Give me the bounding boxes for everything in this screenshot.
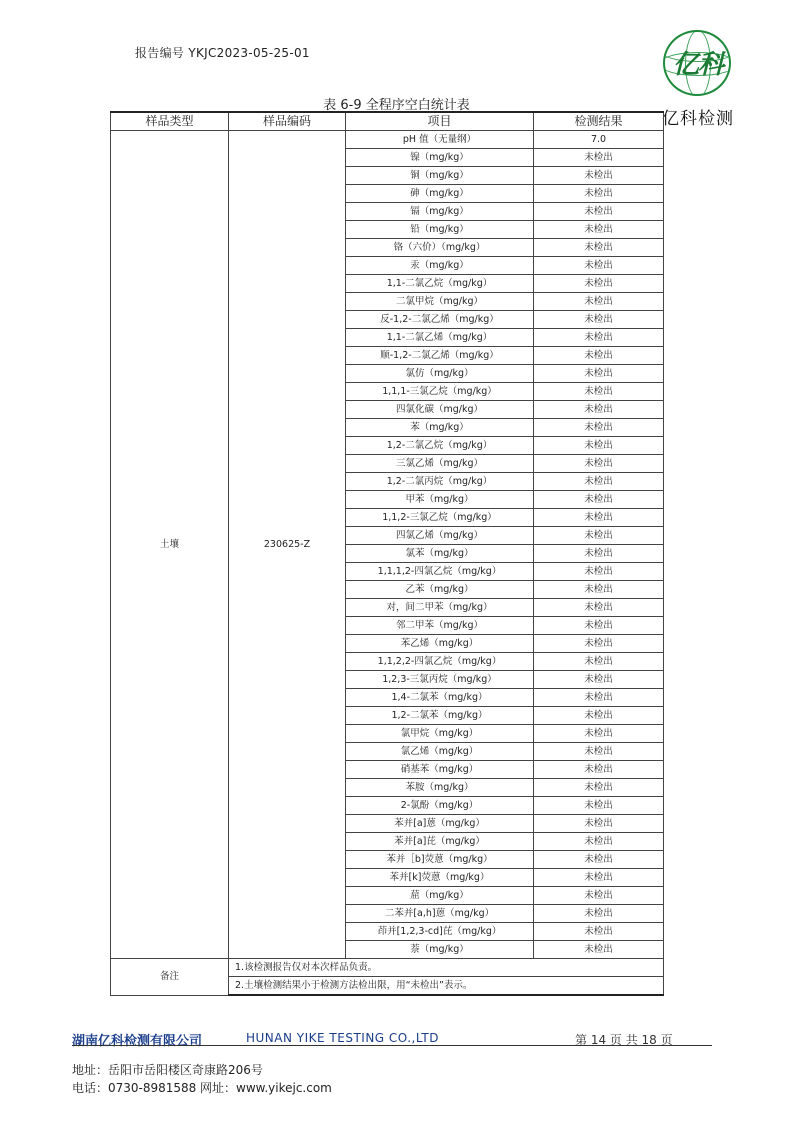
item-cell: 苯并[a]蒽（mg/kg） <box>346 815 534 833</box>
result-cell: 未检出 <box>534 185 664 203</box>
header-sample-code: 样品编码 <box>229 112 346 131</box>
result-cell: 未检出 <box>534 329 664 347</box>
result-cell: 未检出 <box>534 887 664 905</box>
result-cell: 未检出 <box>534 275 664 293</box>
result-cell: 未检出 <box>534 509 664 527</box>
table-title: 表 6-9 全程序空白统计表 <box>323 98 470 113</box>
header-result: 检测结果 <box>534 112 664 131</box>
result-cell: 未检出 <box>534 941 664 959</box>
sample-type-cell: 土壤 <box>111 131 229 959</box>
item-cell: 邻二甲苯（mg/kg） <box>346 617 534 635</box>
result-cell: 未检出 <box>534 599 664 617</box>
item-cell: 三氯乙烯（mg/kg） <box>346 455 534 473</box>
result-cell: 未检出 <box>534 365 664 383</box>
item-cell: 1,1,2-三氯乙烷（mg/kg） <box>346 509 534 527</box>
item-cell: 苯并［b]荧蒽（mg/kg） <box>346 851 534 869</box>
result-cell: 未检出 <box>534 401 664 419</box>
remark-line: 1.该检测报告仅对本次样品负责。 <box>229 959 664 977</box>
result-cell: 未检出 <box>534 221 664 239</box>
result-cell: 未检出 <box>534 671 664 689</box>
item-cell: 四氯乙烯（mg/kg） <box>346 527 534 545</box>
result-cell: 未检出 <box>534 707 664 725</box>
result-cell: 未检出 <box>534 473 664 491</box>
result-cell: 未检出 <box>534 923 664 941</box>
item-cell: 二氯甲烷（mg/kg） <box>346 293 534 311</box>
item-cell: 甲苯（mg/kg） <box>346 491 534 509</box>
result-cell: 未检出 <box>534 563 664 581</box>
result-cell: 未检出 <box>534 383 664 401</box>
result-cell: 未检出 <box>534 851 664 869</box>
item-cell: 汞（mg/kg） <box>346 257 534 275</box>
item-cell: 2-氯酚（mg/kg） <box>346 797 534 815</box>
result-cell: 未检出 <box>534 167 664 185</box>
item-cell: 氯仿（mg/kg） <box>346 365 534 383</box>
company-name: 湖南亿科检测有限公司 <box>72 1034 203 1049</box>
item-cell: 氯苯（mg/kg） <box>346 545 534 563</box>
result-cell: 未检出 <box>534 455 664 473</box>
item-cell: 顺-1,2-二氯乙烯（mg/kg） <box>346 347 534 365</box>
item-cell: 氯甲烷（mg/kg） <box>346 725 534 743</box>
item-cell: 苯胺（mg/kg） <box>346 779 534 797</box>
item-cell: 砷（mg/kg） <box>346 185 534 203</box>
result-cell: 未检出 <box>534 545 664 563</box>
result-cell: 未检出 <box>534 293 664 311</box>
item-cell: 䓛（mg/kg） <box>346 887 534 905</box>
company-name-en: HUNAN YIKE TESTING CO.,LTD <box>246 1031 439 1045</box>
footer-divider <box>72 1045 712 1046</box>
item-cell: 铅（mg/kg） <box>346 221 534 239</box>
result-cell: 未检出 <box>534 725 664 743</box>
item-cell: 1,2-二氯丙烷（mg/kg） <box>346 473 534 491</box>
result-cell: 未检出 <box>534 419 664 437</box>
item-cell: 铜（mg/kg） <box>346 167 534 185</box>
item-cell: 茚并[1,2,3-cd]芘（mg/kg） <box>346 923 534 941</box>
result-cell: 未检出 <box>534 437 664 455</box>
item-cell: 苯并[a]芘（mg/kg） <box>346 833 534 851</box>
result-cell: 未检出 <box>534 347 664 365</box>
remarks-label: 备注 <box>111 959 229 996</box>
item-cell: 萘（mg/kg） <box>346 941 534 959</box>
item-cell: 反-1,2-二氯乙烯（mg/kg） <box>346 311 534 329</box>
item-cell: 1,1,2,2-四氯乙烷（mg/kg） <box>346 653 534 671</box>
item-cell: 1,1-二氯乙烷（mg/kg） <box>346 275 534 293</box>
item-cell: 硝基苯（mg/kg） <box>346 761 534 779</box>
result-cell: 未检出 <box>534 815 664 833</box>
result-cell: 未检出 <box>534 905 664 923</box>
item-cell: 1,1-二氯乙烯（mg/kg） <box>346 329 534 347</box>
result-cell: 未检出 <box>534 239 664 257</box>
result-cell: 未检出 <box>534 761 664 779</box>
sample-code-cell: 230625-Z <box>229 131 346 959</box>
result-cell: 未检出 <box>534 203 664 221</box>
item-cell: 铬（六价）（mg/kg） <box>346 239 534 257</box>
item-cell: 1,2,3-三氯丙烷（mg/kg） <box>346 671 534 689</box>
blank-statistics-table <box>110 111 664 996</box>
header-item: 项目 <box>346 112 534 131</box>
company-address: 地址：岳阳市岳阳楼区奇康路206号 <box>72 1063 263 1077</box>
result-cell: 未检出 <box>534 581 664 599</box>
remarks-row <box>111 959 664 977</box>
result-cell: 未检出 <box>534 527 664 545</box>
item-cell: pH 值（无量纲） <box>346 131 534 149</box>
company-phone: 电话：0730-8981588 <box>72 1081 197 1095</box>
item-cell: 苯（mg/kg） <box>346 419 534 437</box>
header-sample-type: 样品类型 <box>111 112 229 131</box>
table-header-row <box>111 112 664 131</box>
item-cell: 1,1,1,2-四氯乙烷（mg/kg） <box>346 563 534 581</box>
table-row <box>111 131 664 149</box>
result-cell: 未检出 <box>534 149 664 167</box>
report-number: 报告编号 YKJC2023-05-25-01 <box>135 46 310 60</box>
item-cell: 苯并[k]荧蒽（mg/kg） <box>346 869 534 887</box>
item-cell: 1,1,1-三氯乙烷（mg/kg） <box>346 383 534 401</box>
result-cell: 未检出 <box>534 617 664 635</box>
result-cell: 未检出 <box>534 257 664 275</box>
result-cell: 未检出 <box>534 635 664 653</box>
result-cell: 未检出 <box>534 689 664 707</box>
page-number: 第 14 页 共 18 页 <box>575 1033 673 1047</box>
remark-line: 2.土壤检测结果小于检测方法检出限，用“未检出”表示。 <box>229 977 664 996</box>
item-cell: 乙苯（mg/kg） <box>346 581 534 599</box>
item-cell: 镍（mg/kg） <box>346 149 534 167</box>
result-cell: 未检出 <box>534 653 664 671</box>
item-cell: 1,4-二氯苯（mg/kg） <box>346 689 534 707</box>
item-cell: 四氯化碳（mg/kg） <box>346 401 534 419</box>
item-cell: 对，间二甲苯（mg/kg） <box>346 599 534 617</box>
result-cell: 未检出 <box>534 491 664 509</box>
logo-text: 亿科检测 <box>662 109 734 129</box>
logo-mark: 亿科 <box>672 50 723 80</box>
item-cell: 氯乙烯（mg/kg） <box>346 743 534 761</box>
result-cell: 未检出 <box>534 833 664 851</box>
item-cell: 1,2-二氯乙烷（mg/kg） <box>346 437 534 455</box>
company-website: 网址：www.yikejc.com <box>200 1081 332 1095</box>
result-cell: 7.0 <box>534 131 664 149</box>
result-cell: 未检出 <box>534 797 664 815</box>
result-cell: 未检出 <box>534 869 664 887</box>
result-cell: 未检出 <box>534 743 664 761</box>
item-cell: 二苯并[a,h]蒽（mg/kg） <box>346 905 534 923</box>
item-cell: 1,2-二氯苯（mg/kg） <box>346 707 534 725</box>
result-cell: 未检出 <box>534 311 664 329</box>
item-cell: 苯乙烯（mg/kg） <box>346 635 534 653</box>
result-cell: 未检出 <box>534 779 664 797</box>
item-cell: 镉（mg/kg） <box>346 203 534 221</box>
